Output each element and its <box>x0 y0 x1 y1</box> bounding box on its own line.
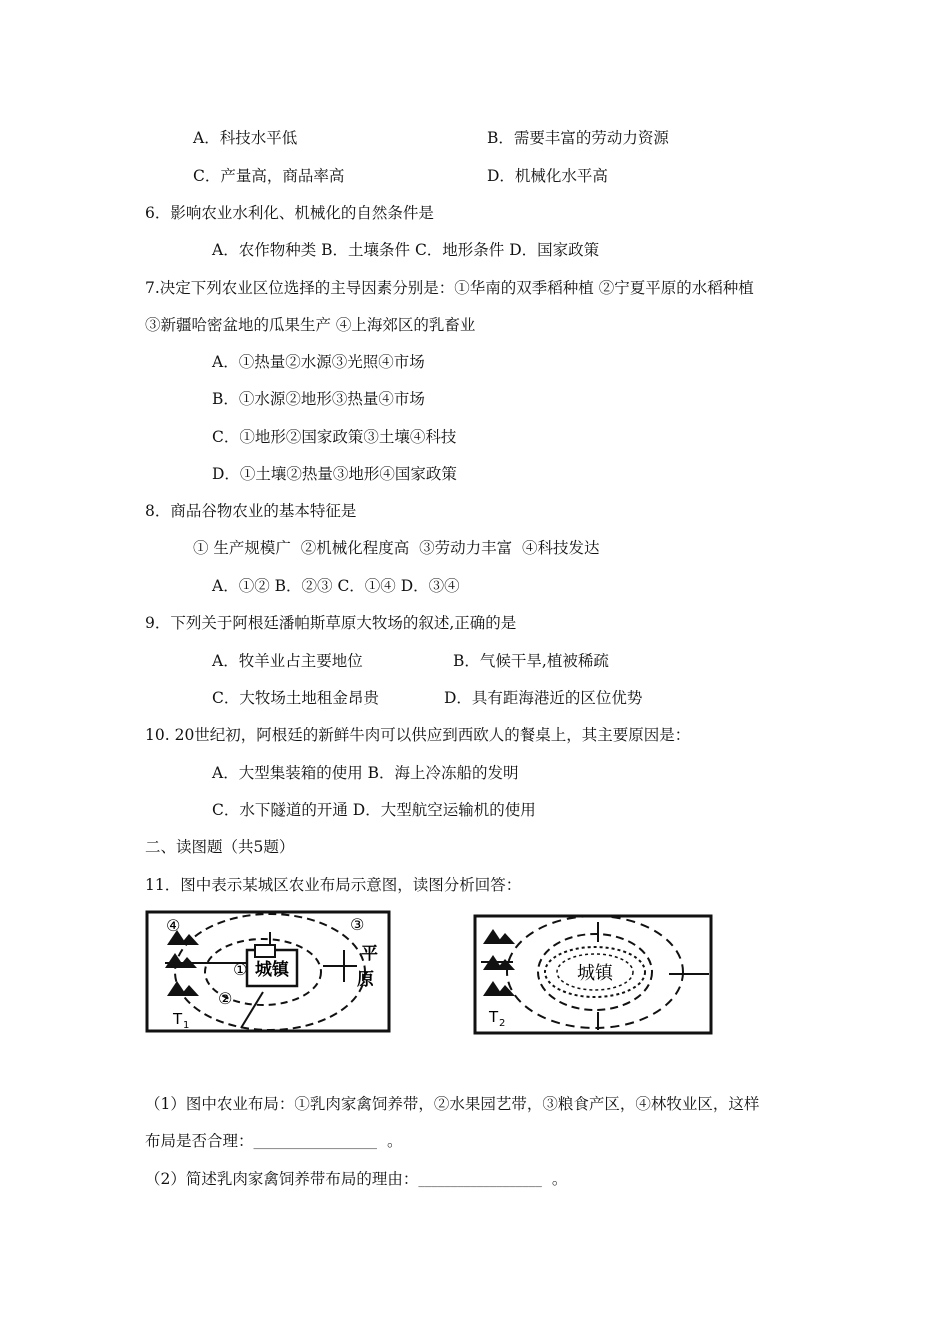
q6-stem: 6．影响农业水利化、机械化的自然条件是 <box>145 204 434 222</box>
q7-option-d: D．①土壤②热量③地形④国家政策 <box>212 465 457 483</box>
q5-option-b: B．需要丰富的劳动力资源 <box>487 129 669 147</box>
q9-option-a: A．牧羊业占主要地位 <box>212 652 363 670</box>
q10-options-line1: A．大型集装箱的使用 B．海上冷冻船的发明 <box>212 764 519 782</box>
zone-4-marker: ④ <box>166 916 181 935</box>
q9-option-b: B．气候干旱,植被稀疏 <box>453 652 609 670</box>
figure-label-t1: T <box>173 1010 183 1028</box>
period-1: 。 <box>387 1132 403 1150</box>
period-2: 。 <box>551 1170 568 1188</box>
figure-label-t2-sub: 2 <box>499 1018 506 1029</box>
town-label-t2: 城镇 <box>577 963 613 984</box>
q8-stem: 8．商品谷物农业的基本特征是 <box>145 502 357 520</box>
q5-option-a: A．科技水平低 <box>193 129 298 147</box>
figure-t2 <box>473 914 715 1036</box>
q11-sub1-line1: （1）图中农业布局：①乳肉家禽饲养带，②水果园艺带，③粮食产区，④林牧业区，这样 <box>145 1095 760 1113</box>
zone-1-marker: ① <box>233 960 248 979</box>
q9-option-d: D．具有距海港近的区位优势 <box>444 689 643 707</box>
section-heading: 二、读图题（共5题） <box>145 838 295 856</box>
figure-label-t1-sub: 1 <box>183 1020 190 1031</box>
q7-option-c: C．①地形②国家政策③土壤④科技 <box>212 428 457 446</box>
q11-stem: 11．图中表示某城区农业布局示意图，读图分析回答： <box>145 876 522 894</box>
q11-sub2-prompt: （2）简述乳肉家禽饲养带布局的理由： <box>145 1170 419 1188</box>
figure-t1 <box>145 910 393 1034</box>
q10-stem: 10. 20世纪初，阿根廷的新鲜牛肉可以供应到西欧人的餐桌上，其主要原因是： <box>145 726 691 744</box>
q8-options: A．①② B．②③ C．①④ D．③④ <box>212 577 460 595</box>
q6-options: A．农作物种类 B．土壤条件 C．地形条件 D．国家政策 <box>212 241 600 259</box>
plain-label-2: 原 <box>357 970 374 990</box>
q10-options-line2: C．水下隧道的开通 D．大型航空运输机的使用 <box>212 801 536 819</box>
q5-option-c: C．产量高，商品率高 <box>193 167 345 185</box>
q5-option-d: D．机械化水平高 <box>487 167 608 185</box>
q7-option-a: A．①热量②水源③光照④市场 <box>212 353 425 371</box>
town-label-t1: 城镇 <box>255 960 289 980</box>
answer-blank-2[interactable]: ___________________ <box>418 1173 542 1188</box>
q11-sub1-prompt: 布局是否合理： <box>145 1132 254 1150</box>
q9-option-c: C．大牧场土地租金昂贵 <box>212 689 379 707</box>
q11-sub1-line2 <box>145 1131 403 1153</box>
q7-stem-line2: ③新疆哈密盆地的瓜果生产 ④上海郊区的乳畜业 <box>145 316 476 334</box>
q8-items: ① 生产规模广 ②机械化程度高 ③劳动力丰富 ④科技发达 <box>193 539 600 557</box>
q7-option-b: B．①水源②地形③热量④市场 <box>212 390 425 408</box>
q11-sub2 <box>145 1169 567 1191</box>
plain-label-1: 平 <box>361 944 378 964</box>
q7-stem-line1: 7.决定下列农业区位选择的主导因素分别是：①华南的双季稻种植 ②宁夏平原的水稻种植 <box>145 279 754 297</box>
q9-stem: 9．下列关于阿根廷潘帕斯草原大牧场的叙述,正确的是 <box>145 614 517 632</box>
zone-3-marker: ③ <box>350 915 365 934</box>
figure-label-t2: T <box>489 1008 499 1026</box>
answer-blank-1[interactable]: ___________________ <box>253 1135 378 1150</box>
zone-2-marker: ② <box>218 989 233 1008</box>
